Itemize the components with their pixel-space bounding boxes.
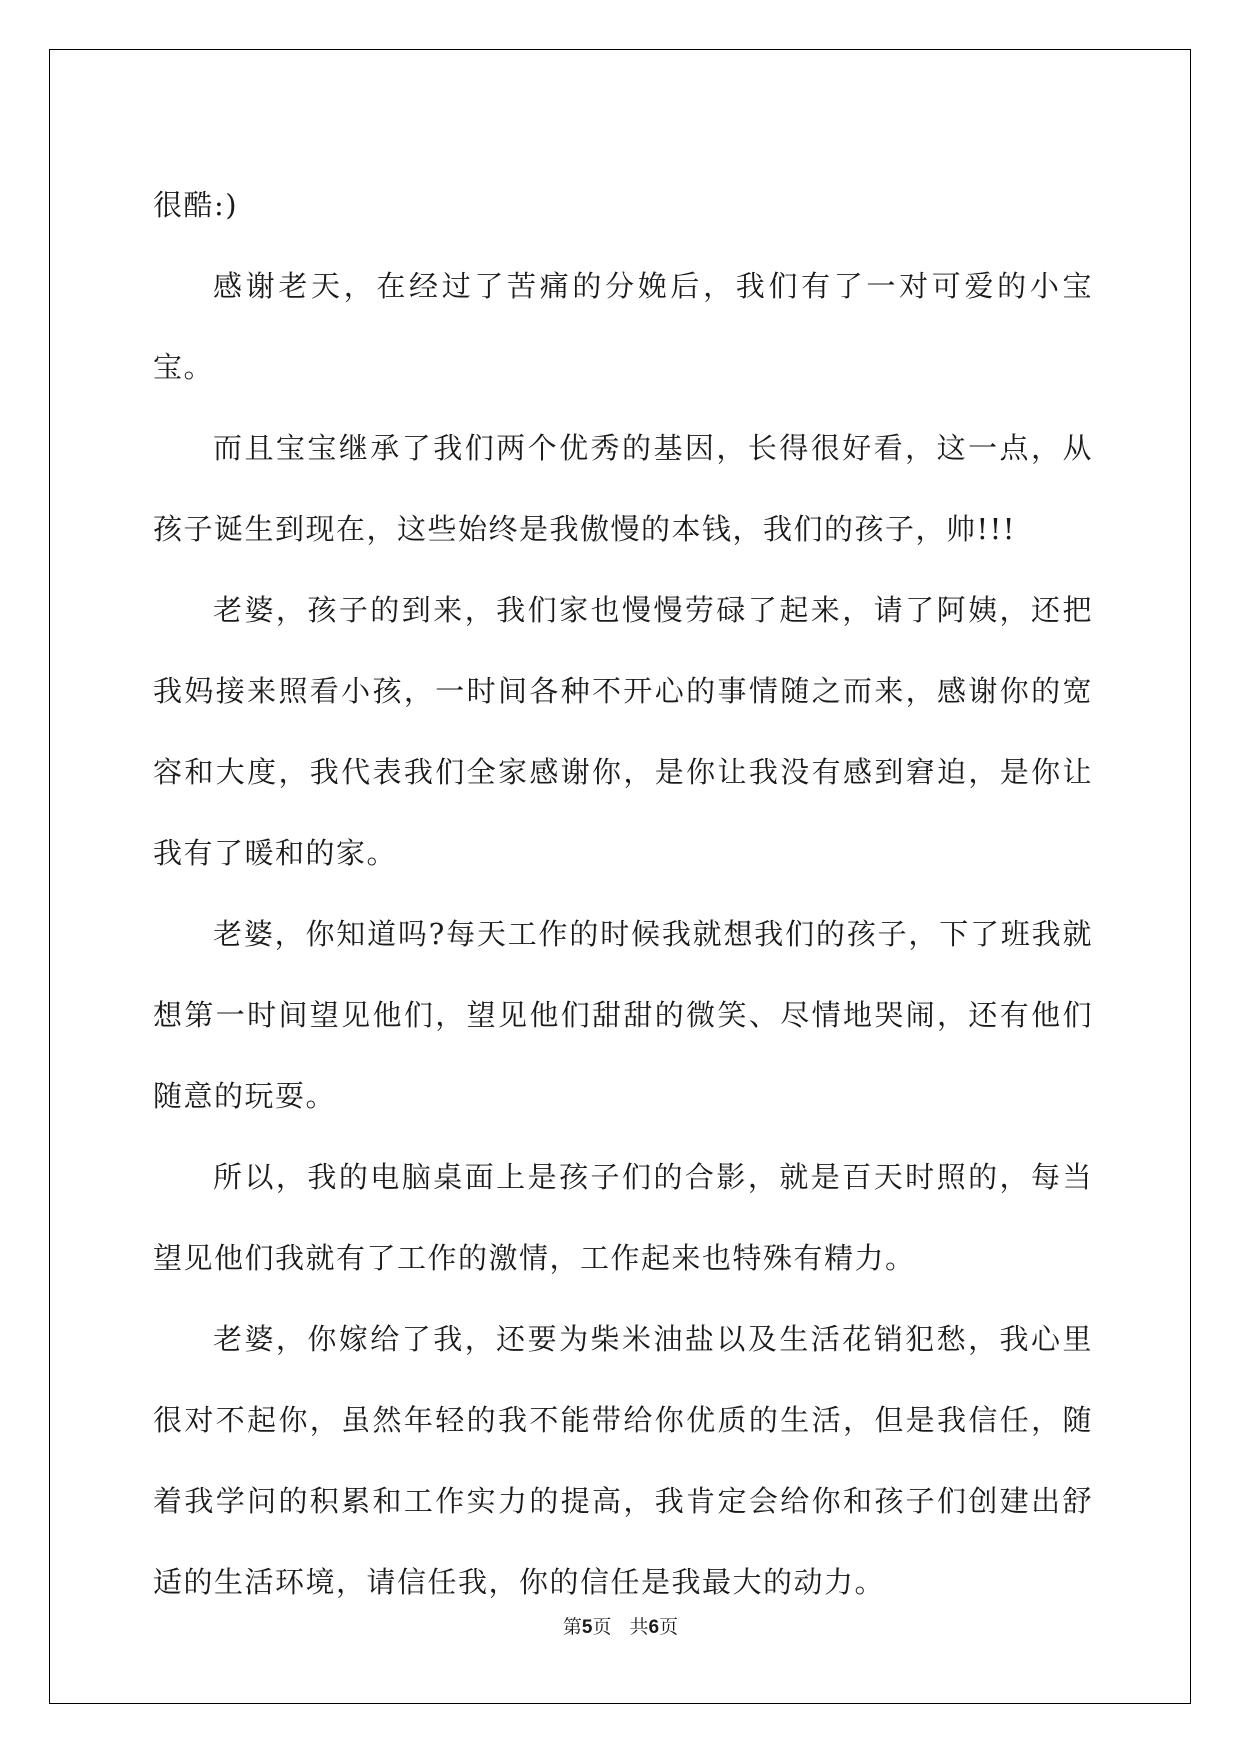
page-prefix: 第 xyxy=(562,1616,582,1638)
paragraph-2: 感谢老天，在经过了苦痛的分娩后，我们有了一对可爱的小宝宝。 xyxy=(153,269,1093,384)
paragraph-1: 很酷:) xyxy=(153,188,239,222)
paragraph-6: 所以，我的电脑桌面上是孩子们的合影，就是百天时照的，每当望见他们我就有了工作的激情，工作起来也特殊有精力。 xyxy=(153,1160,1093,1275)
total-suffix: 页 xyxy=(659,1616,679,1638)
paragraph-4: 老婆，孩子的到来，我们家也慢慢劳碌了起来，请了阿姨，还把我妈接来照看小孩，一时间各种不开心的事情随之而来，感谢你的宽容和大度，我代表我们全家感谢你，是你让我没有感到窘迫，是你让我有了暖和的家。 xyxy=(153,593,1093,870)
document-body xyxy=(153,165,1093,1623)
current-page-number: 5 xyxy=(581,1617,593,1638)
total-page-number: 6 xyxy=(648,1617,660,1638)
paragraph-7: 老婆，你嫁给了我，还要为柴米油盐以及生活花销犯愁，我心里很对不起你，虽然年轻的我不能带给你优质的生活，但是我信任，随着我学问的积累和工作实力的提高，我肯定会给你和孩子们创建出舒适的生活环境，请信任我，你的信任是我最大的动力。 xyxy=(153,1322,1093,1599)
total-prefix: 共 xyxy=(629,1616,649,1638)
paragraph-5: 老婆，你知道吗?每天工作的时候我就想我们的孩子，下了班我就想第一时间望见他们，望见他们甜甜的微笑、尽情地哭闹，还有他们随意的玩耍。 xyxy=(153,917,1093,1113)
paragraph-3: 而且宝宝继承了我们两个优秀的基因，长得很好看，这一点，从孩子诞生到现在，这些始终是我傲慢的本钱，我们的孩子，帅!!! xyxy=(153,431,1093,546)
page-number-footer xyxy=(0,1612,1241,1639)
page-suffix: 页 xyxy=(592,1616,612,1638)
